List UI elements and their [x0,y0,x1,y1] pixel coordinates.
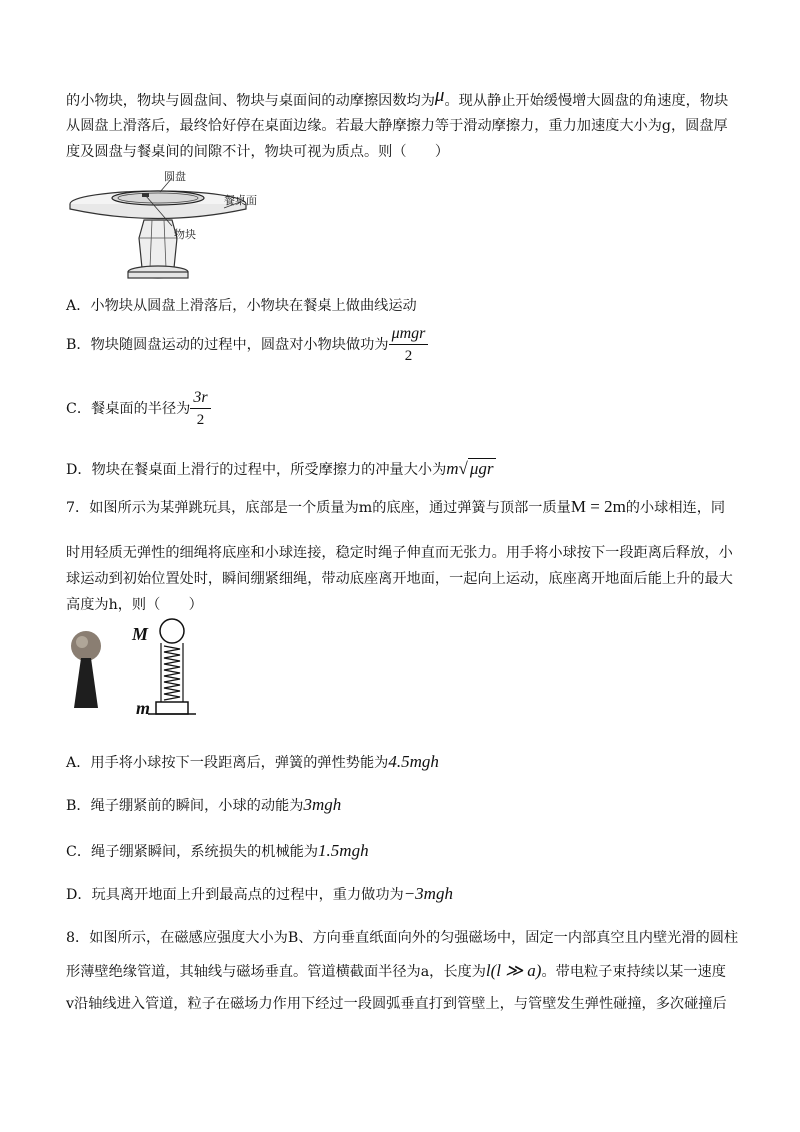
fraction-numerator: 3r [190,388,210,409]
spring-toy-figure [64,616,214,722]
q8-text: 。带电粒子束持续以某一速度 [541,964,726,980]
q8-text: 形薄壁绝缘管道，其轴线与磁场垂直。管道横截面半径为a，长度为 [66,964,486,980]
math-length: l(l ≫ a) [485,961,542,980]
q6-option-d [66,458,496,480]
q6-text: 。现从静止开始缓慢增大圆盘的角速度，物块 [444,93,729,109]
mu-symbol: μ [434,85,445,106]
math-value: 4.5mgh [388,752,439,771]
math-m: m [446,459,459,478]
q6-option-b [66,322,428,368]
q7-option-c [66,841,369,862]
table-disk-figure [64,168,274,286]
q6-text: 的小物块，物块与圆盘间、物块与桌面间的动摩擦因数均为 [66,93,435,109]
label-disk: 圆盘 [164,170,186,183]
fraction-numerator: μmgr [389,324,429,345]
label-table: 餐桌面 [224,194,257,207]
q6-option-a: A．小物块从圆盘上滑落后，小物块在餐桌上做曲线运动 [66,298,417,314]
option-text: B．物块随圆盘运动的过程中，圆盘对小物块做功为 [66,337,389,353]
label-small-m: m [136,698,151,718]
q6-line-3: 度及圆盘与餐桌间的间隙不计，物块可视为质点。则（ ） [66,144,450,160]
q6-option-c [66,386,211,432]
option-text: D．物块在餐桌面上滑行的过程中，所受摩擦力的冲量大小为 [66,462,447,478]
q8-line-2 [66,961,726,982]
q7-line-1 [66,497,725,518]
q7-option-d [66,884,453,905]
fraction-denominator: 2 [196,411,205,428]
q6-line-2: 从圆盘上滑落后，最终恰好停在桌面边缘。若最大静摩擦力等于滑动摩擦力，重力加速度大小为g，圆盘厚 [66,118,728,134]
math-m-equals-2m: M = 2m [570,497,626,516]
option-text: B．绳子绷紧前的瞬间，小球的动能为 [66,798,304,814]
fraction-denominator: 2 [404,347,413,364]
math-value: 3mgh [303,795,342,814]
q7-line-3: 球运动到初始位置处时，瞬间绷紧细绳，带动底座离开地面，一起向上运动，底座离开地面后能上升的最大 [66,571,733,587]
fraction-3r-2 [190,388,210,431]
label-big-m: M [132,624,149,644]
sqrt-sign: √ [458,459,468,478]
sqrt-content: μgr [469,459,494,478]
q7-text: 的小球相连，同 [625,500,726,516]
q7-option-b [66,795,341,816]
q8-line-1: 8．如图所示，在磁感应强度大小为B、方向垂直纸面向外的匀强磁场中，固定一内部真空且内壁光滑的圆柱 [66,930,739,946]
option-text: C．餐桌面的半径为 [66,401,191,417]
q7-line-4: 高度为h，则（ ） [66,597,203,613]
label-block: 物块 [174,228,196,241]
q8-line-3: v沿轴线进入管道，粒子在磁场力作用下经过一段圆弧垂直打到管壁上，与管壁发生弹性碰撞，多次碰撞后 [66,996,727,1012]
q6-line-1 [66,85,729,111]
q7-option-a [66,752,439,773]
option-text: C．绳子绷紧瞬间，系统损失的机械能为 [66,844,319,860]
q7-text: 7．如图所示为某弹跳玩具，底部是一个质量为m的底座，通过弹簧与顶部一质量 [66,500,571,516]
fraction-mumgr-2 [389,324,429,367]
option-text: A．用手将小球按下一段距离后，弹簧的弹性势能为 [66,755,389,771]
math-value: −3mgh [403,884,453,903]
math-value: 1.5mgh [318,841,369,860]
option-text: D．玩具离开地面上升到最高点的过程中，重力做功为 [66,887,404,903]
q7-line-2: 时用轻质无弹性的细绳将底座和小球连接，稳定时绳子伸直而无张力。用手将小球按下一段距离后释放，小 [66,545,733,561]
